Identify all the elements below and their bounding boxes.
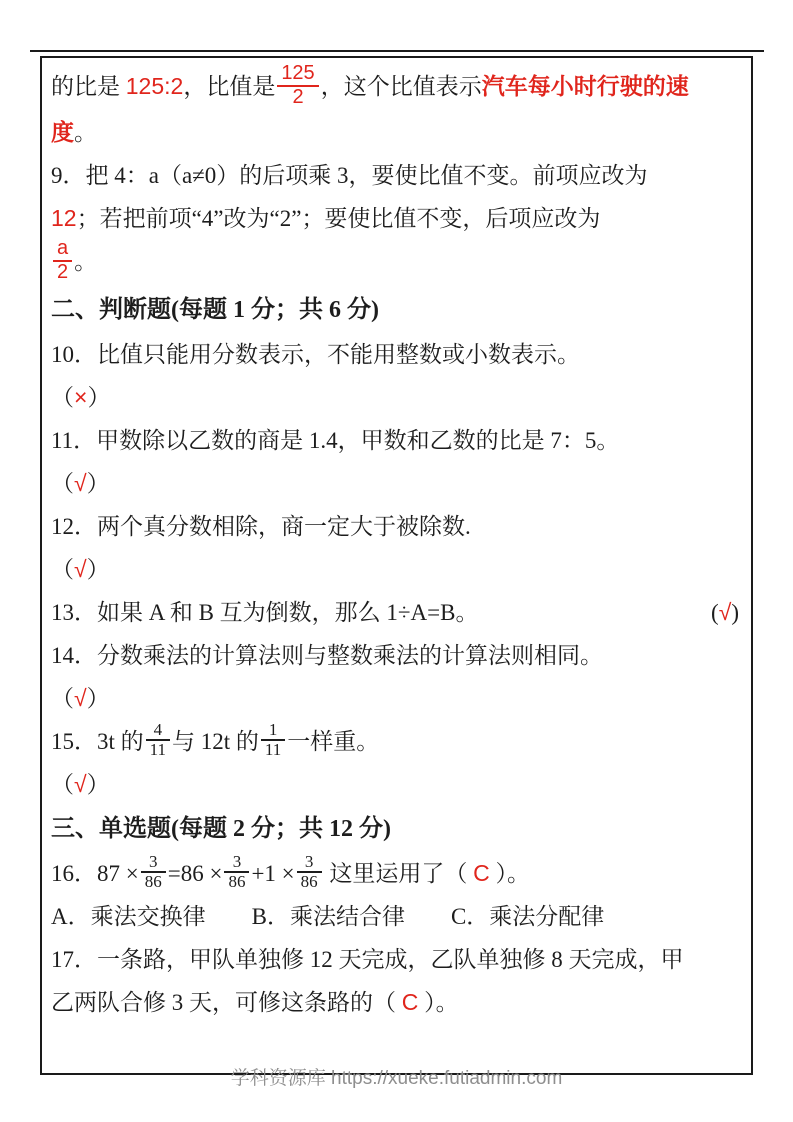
text-segment: A．乘法交换律	[51, 903, 206, 929]
text-segment: 15．3t 的	[51, 728, 144, 754]
text-segment: )	[731, 599, 739, 625]
q16-text	[51, 852, 743, 895]
text-segment: 三、单选题(每题 2 分；共 12 分)	[51, 815, 391, 842]
q14-text	[51, 634, 743, 677]
text-segment: ）	[86, 771, 110, 797]
text-segment: 17．一条路，甲队单独修 12 天完成，乙队单独修 8 天完成，甲	[51, 946, 684, 972]
document-lines	[51, 62, 743, 1024]
q15-answer	[51, 763, 743, 806]
text-segment: （	[51, 771, 74, 797]
text-segment: 125:2	[125, 73, 184, 99]
q11-text	[51, 419, 743, 462]
text-segment: 的比是	[51, 74, 126, 99]
text-segment: 16．87 ×	[51, 860, 139, 886]
q15-text	[51, 720, 743, 763]
exam-document-box	[40, 56, 753, 1075]
fraction: $\frac{3}{86}$	[295, 853, 324, 892]
text-segment: √	[718, 598, 732, 625]
line-left	[51, 591, 478, 634]
text-segment: =86 ×	[167, 860, 223, 886]
q12-answer	[51, 548, 743, 591]
fraction: $\frac{125}{2}$	[275, 63, 320, 108]
q10-text	[51, 333, 743, 376]
text-segment: 。	[74, 249, 98, 275]
fraction: $\frac{a}{2}$	[51, 238, 74, 283]
text-segment: 12．两个真分数相除，商一定大于被除数.	[51, 513, 471, 539]
text-segment: ，这个比值表示	[320, 74, 482, 99]
text-segment: ）	[86, 685, 110, 711]
text-segment: B．乘法结合律	[251, 903, 405, 929]
text-segment: √	[74, 684, 87, 711]
q9-line-1	[51, 154, 743, 197]
text-segment: 9．把 4：a（a≠0）的后项乘 3，要使比值不变。前项应改为	[51, 163, 648, 189]
line-right-answer	[711, 591, 739, 634]
page-footer	[0, 1063, 793, 1090]
text-segment: 10．比值只能用分数表示，不能用整数或小数表示。	[51, 341, 580, 367]
text-segment: 这里运用了（	[323, 860, 474, 886]
text-segment: ）	[87, 384, 111, 410]
q16-options	[51, 895, 743, 938]
text-segment: C	[473, 859, 490, 886]
text-segment: 汽车每小时行驶的速	[481, 73, 689, 99]
text-segment: （	[51, 556, 74, 582]
text-segment: (	[711, 599, 719, 625]
fraction: $\frac{4}{11}$	[144, 721, 172, 760]
q14-answer	[51, 677, 743, 720]
section-2-heading	[51, 287, 743, 333]
text-segment: 11．甲数除以乙数的商是 1.4，甲数和乙数的比是 7：5。	[51, 427, 620, 453]
section-3-heading	[51, 806, 743, 852]
text-segment: ；若把前项“4”改为“2”；要使比值不变，后项应改为	[76, 206, 601, 232]
text-segment: ）	[86, 470, 110, 496]
text-segment: （	[51, 384, 74, 410]
text-segment: 12	[51, 205, 77, 232]
text-segment: 一样重。	[287, 728, 380, 754]
text-segment: 度	[51, 119, 74, 146]
site-watermark: 学科资源库 https://xueke.futiadmin.com	[230, 1068, 563, 1089]
q13-text	[51, 591, 743, 634]
text-segment: C．乘法分配律	[450, 903, 605, 929]
q17-line-1	[51, 938, 743, 981]
fraction: $\frac{3}{86}$	[139, 853, 168, 892]
intro-line-1	[51, 62, 743, 111]
text-segment: ）。	[418, 989, 459, 1015]
text-segment: 13．如果 A 和 B 互为倒数，那么 1÷A=B。	[51, 599, 479, 625]
text-segment: ）。	[489, 860, 531, 886]
text-segment: √	[74, 469, 87, 496]
q12-text	[51, 505, 743, 548]
text-segment: ×	[74, 383, 88, 410]
q9-line-2	[51, 197, 743, 240]
q10-answer	[51, 376, 743, 419]
intro-line-2	[51, 111, 743, 154]
fraction: $\frac{3}{86}$	[222, 853, 251, 892]
text-segment: （	[51, 470, 74, 496]
text-segment: 乙两队合修 3 天，可修这条路的（	[51, 989, 402, 1015]
text-segment: ）	[86, 556, 110, 582]
text-segment: √	[74, 770, 87, 797]
text-segment: 14．分数乘法的计算法则与整数乘法的计算法则相同。	[51, 642, 603, 668]
text-segment: +1 ×	[251, 860, 295, 886]
text-segment: √	[74, 555, 87, 582]
page-top-rule	[30, 50, 764, 52]
text-segment: ，比值是	[183, 74, 276, 99]
text-segment: （	[51, 685, 74, 711]
q9-answer-fraction	[51, 237, 743, 286]
text-segment: C	[401, 988, 419, 1015]
fraction: $\frac{1}{11}$	[259, 721, 287, 760]
text-segment: 与 12t 的	[172, 728, 259, 754]
text-segment: 。	[74, 120, 97, 146]
text-segment: 二、判断题(每题 1 分；共 6 分)	[51, 296, 379, 323]
q11-answer	[51, 462, 743, 505]
q17-line-2	[51, 981, 743, 1024]
